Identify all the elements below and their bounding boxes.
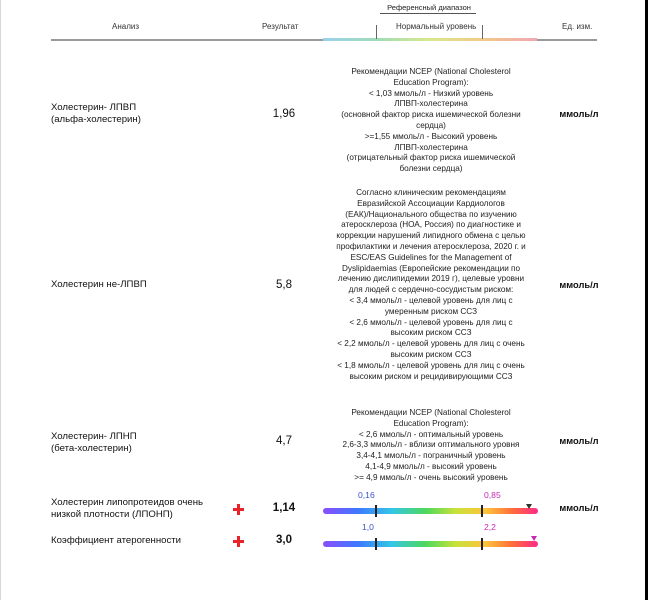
row-atherogenic-low-tick [375, 538, 377, 550]
row-vldl-low-tick [375, 505, 377, 517]
header-reference-gradient [323, 38, 537, 41]
high-flag-plus-icon [233, 504, 244, 515]
row-vldl-range-high-label: 0,85 [484, 490, 501, 500]
row-atherogenic-value-marker [531, 536, 537, 541]
row-vldl-unit: ммоль/л [559, 503, 599, 513]
row-non-hdl-name [51, 279, 147, 291]
row-non-hdl-reference: Согласно клиническим рекомендациям Евразийской Ассоциации Кардиологов (ЕАК)/Национального общества по изучению атеросклероза (НОА, Россия) по диагностике и коррекции нарушений липидного обмена с целью профилактики и лечения атеросклероза, 2020 г. и ESC/EAS Guidelines for the Management of Dyslipidaemias (Европейские рекомендации по лечению дислипидемии 2019 г), целевые уровни для людей с сердечно-сосудистым риском: < 3,4 ммоль/л - целевой уровень для лиц с умеренным риском ССЗ < 2,6 ммоль/л - целевой уровень для лиц с высоким риском ССЗ < 2,2 ммоль/л - целевой уровень для лиц с очень высоким риском ССЗ < 1,8 ммоль/л - целевой уровень для лиц с очень высоким риском и рецидивирующими ССЗ [336, 188, 526, 381]
row-non-hdl-result: 5,8 [276, 279, 292, 291]
row-hdl-unit: ммоль/л [559, 109, 599, 119]
row-vldl-high-tick [481, 505, 483, 517]
reference-range-caption: Референсный диапазон [387, 3, 471, 12]
row-atherogenic-result: 3,0 [276, 534, 292, 546]
header-high-tick [482, 25, 483, 39]
row-vldl-result: 1,14 [272, 502, 296, 514]
column-header-analysis: Анализ [112, 22, 140, 31]
row-ldl-reference: Рекомендации NCEP (National Cholesterol Education Program): < 2,6 ммоль/л - оптимальный уровень 2,6-3,3 ммоль/л - вблизи оптимального уровня 3,4-4,1 ммоль/л - пограничный уровень 4,1-4,9 ммоль/л - высокий уровень >= 4,9 ммоль/л - очень высокий уровень [342, 408, 520, 482]
row-vldl-name [51, 497, 203, 521]
row-atherogenic-high-tick [481, 538, 483, 550]
row-atherogenic-range-high-label: 2,2 [484, 522, 496, 532]
column-header-result: Результат [262, 22, 299, 31]
row-ldl-name-line1: Холестерин- ЛПНП [51, 431, 137, 442]
row-non-hdl-name-line1: Холестерин не-ЛПВП [51, 279, 147, 290]
row-vldl-value-marker [526, 504, 532, 509]
high-flag-plus-icon [233, 536, 244, 547]
row-ldl-unit: ммоль/л [559, 436, 599, 446]
row-vldl-name-line1: Холестерин липопротеидов очень [51, 497, 204, 508]
row-hdl-name-line2: (альфа-холестерин) [51, 114, 141, 125]
row-vldl-name-line2: низкой плотности (ЛПОНП) [51, 509, 173, 520]
reference-range-underline [380, 13, 476, 14]
row-ldl-name-line2: (бета-холестерин) [51, 443, 132, 454]
header-low-tick [376, 25, 377, 39]
row-hdl-result: 1,96 [272, 108, 296, 120]
row-ldl-name [51, 431, 137, 455]
left-page-edge [0, 0, 1, 600]
row-atherogenic-range-low-label: 1,0 [362, 522, 374, 532]
row-vldl-range-bar [323, 508, 538, 514]
row-atherogenic-range-bar [323, 541, 538, 547]
row-hdl-name [51, 102, 141, 126]
row-atherogenic-name-line1: Коэффициент атерогенности [51, 535, 182, 546]
row-atherogenic-name [51, 535, 181, 547]
row-hdl-reference: Рекомендации NCEP (National Cholesterol Education Program): < 1,03 ммоль/л - Низкий уровень ЛПВП-холестерина (основной фактор риска ишемической болезни сердца) >=1,55 ммоль/л - Высокий уровень ЛПВП-холестерина (отрицательный фактор риска ишемической болезни сердца) [341, 67, 521, 174]
column-header-unit: Ед. изм. [562, 22, 593, 31]
row-ldl-result: 4,7 [276, 435, 292, 447]
row-non-hdl-unit: ммоль/л [559, 280, 599, 290]
row-hdl-name-line1: Холестерин- ЛПВП [51, 102, 137, 113]
row-vldl-range-low-label: 0,16 [358, 490, 375, 500]
column-header-normal-level: Нормальный уровень [396, 22, 477, 31]
